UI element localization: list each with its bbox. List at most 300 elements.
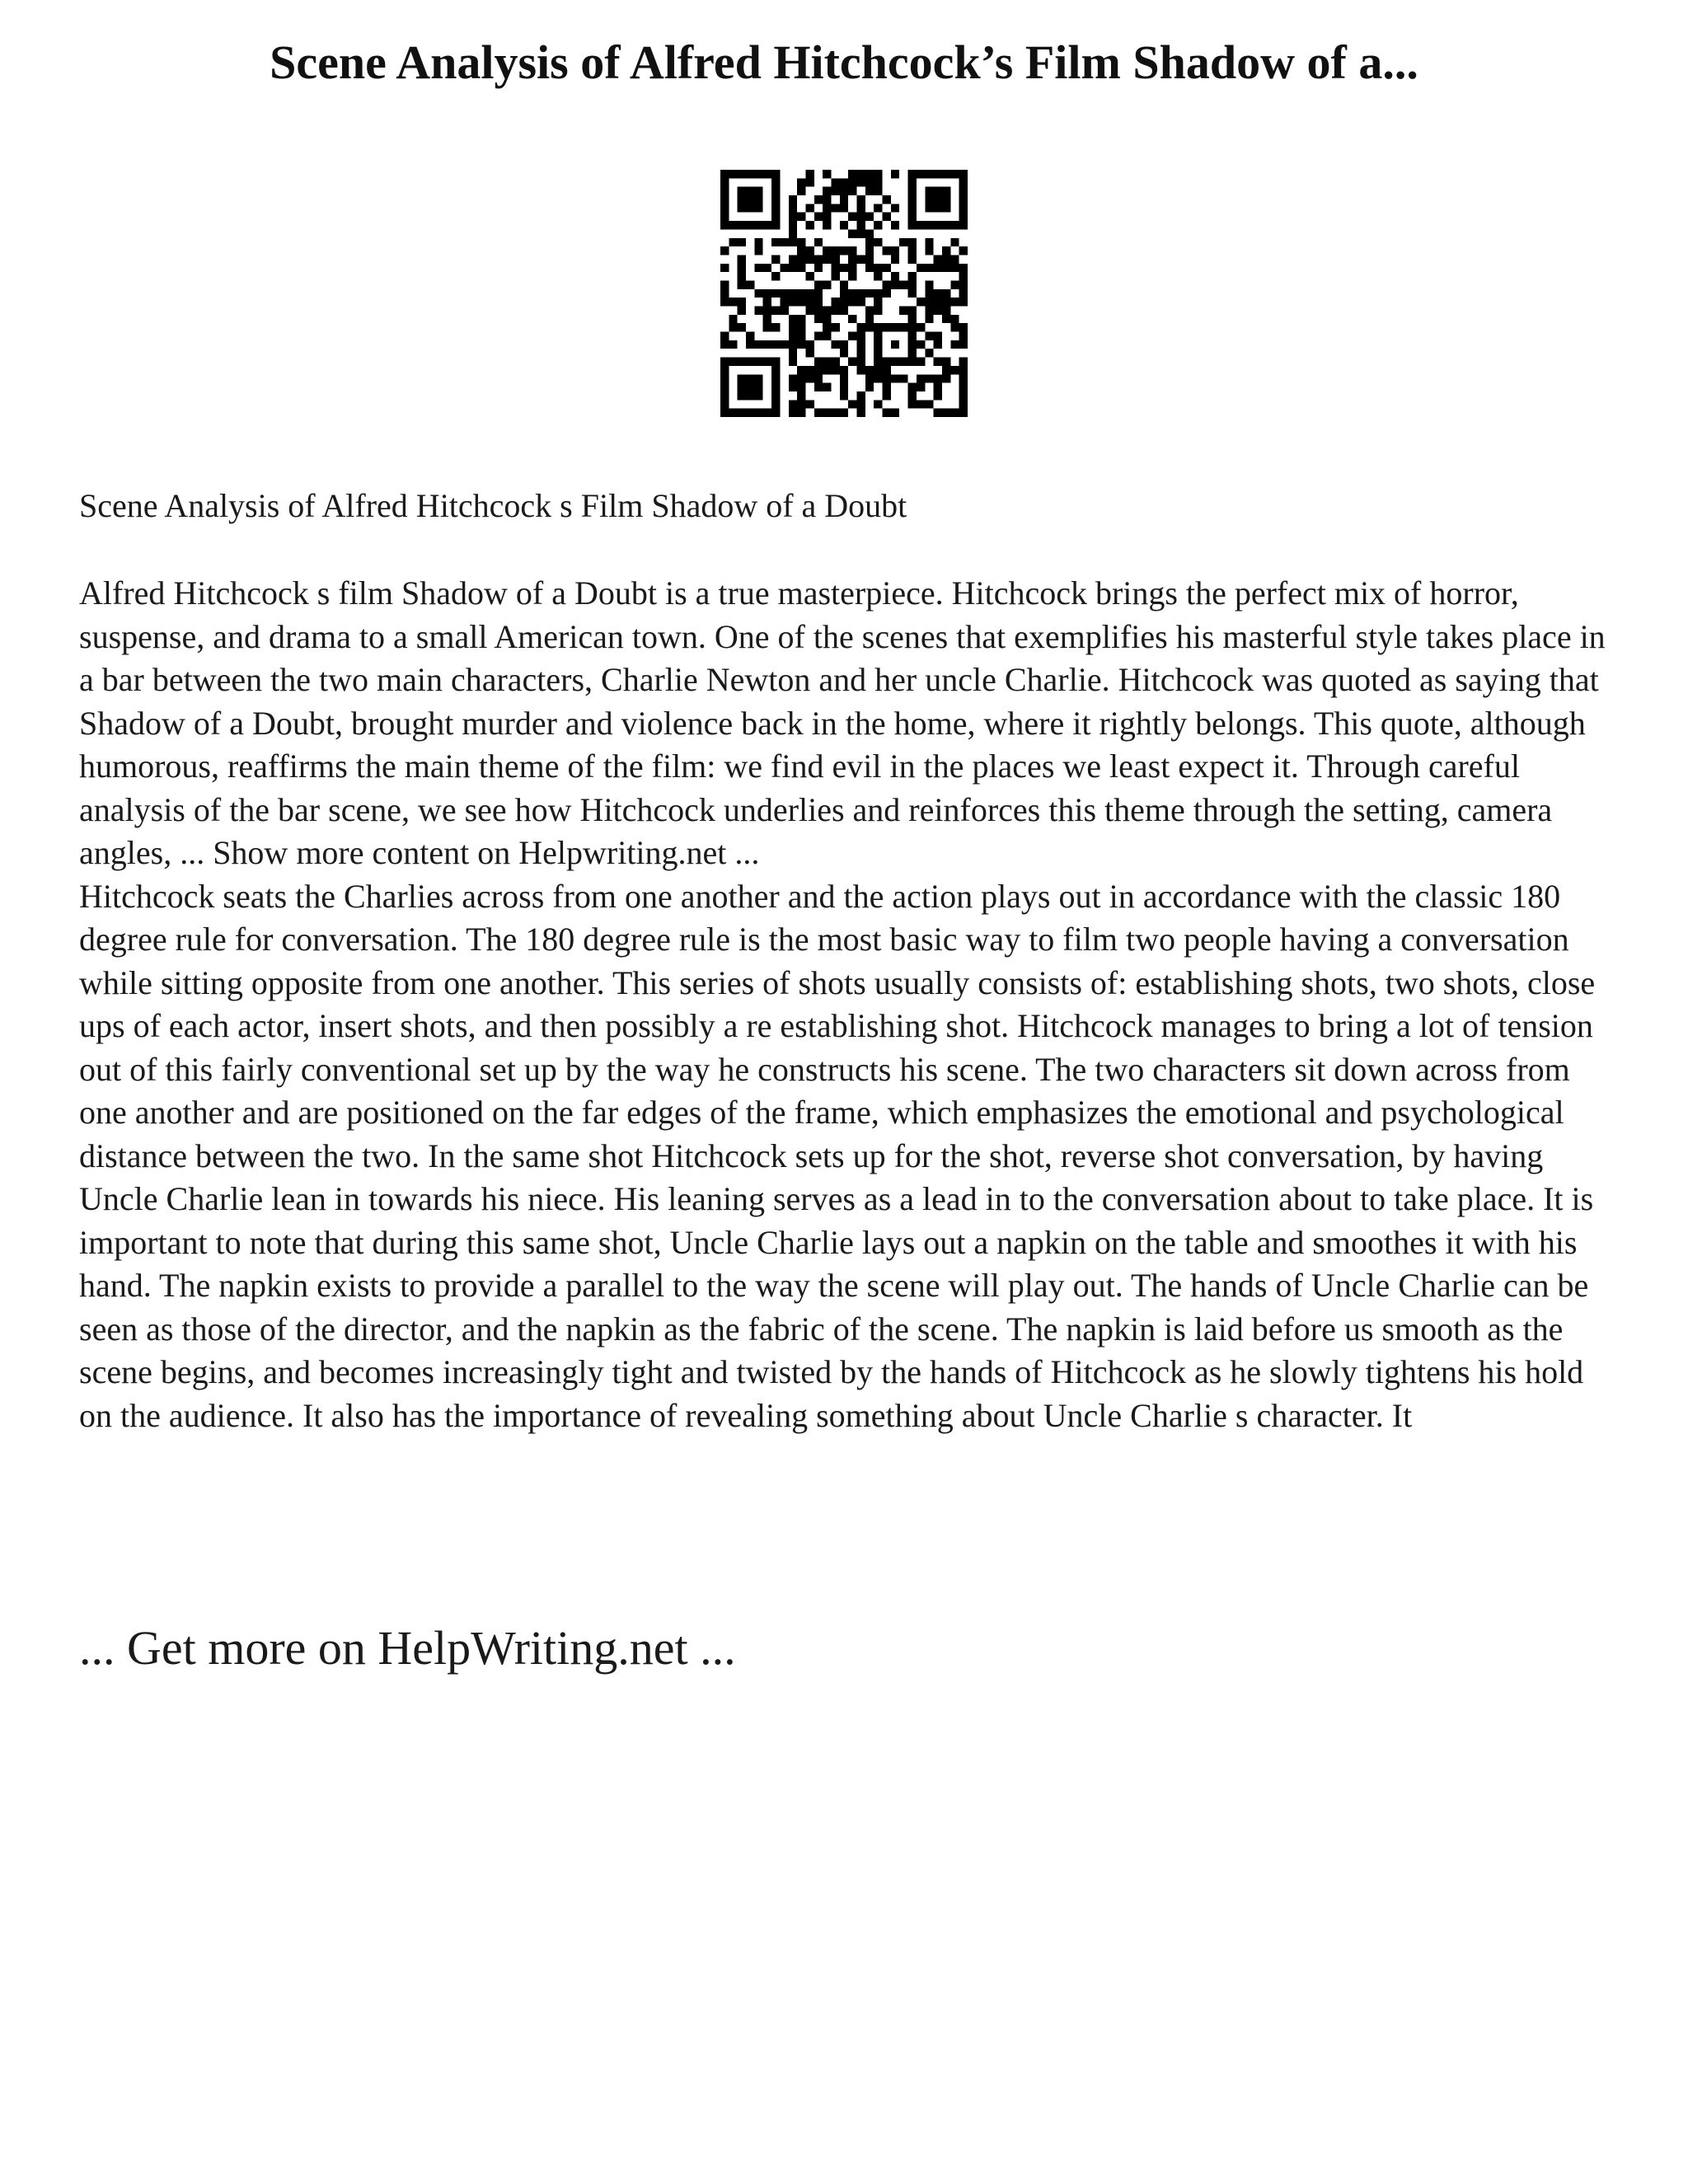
qr-module bbox=[780, 264, 788, 272]
qr-module bbox=[891, 272, 899, 280]
qr-module bbox=[950, 238, 959, 246]
qr-module bbox=[754, 221, 762, 229]
qr-module bbox=[771, 307, 780, 315]
qr-module bbox=[805, 204, 814, 212]
qr-module bbox=[959, 366, 968, 374]
qr-module bbox=[771, 374, 780, 382]
qr-module bbox=[908, 238, 917, 246]
qr-module bbox=[934, 195, 942, 204]
qr-module bbox=[831, 178, 839, 186]
qr-module bbox=[942, 358, 950, 366]
qr-module bbox=[908, 358, 917, 366]
qr-module bbox=[942, 315, 950, 323]
qr-module bbox=[950, 298, 959, 306]
qr-module bbox=[883, 264, 891, 272]
qr-module bbox=[848, 246, 856, 255]
qr-module bbox=[763, 307, 771, 315]
qr-module bbox=[823, 195, 831, 204]
qr-module bbox=[746, 332, 754, 340]
qr-module bbox=[840, 409, 848, 417]
qr-module bbox=[789, 298, 797, 306]
document-title: Scene Analysis of Alfred Hitchcock’s Film Shadow of a... bbox=[270, 35, 1418, 89]
qr-module bbox=[959, 246, 968, 255]
qr-module bbox=[814, 255, 823, 263]
qr-module bbox=[934, 187, 942, 195]
qr-module bbox=[857, 204, 865, 212]
qr-module bbox=[720, 213, 729, 221]
qr-module bbox=[917, 340, 925, 349]
qr-module bbox=[874, 374, 882, 382]
qr-module bbox=[934, 332, 942, 340]
qr-module bbox=[720, 409, 729, 417]
qr-module bbox=[848, 229, 856, 237]
qr-module bbox=[814, 307, 823, 315]
qr-module bbox=[720, 298, 729, 306]
qr-module bbox=[950, 221, 959, 229]
qr-module bbox=[763, 409, 771, 417]
qr-module bbox=[883, 391, 891, 400]
qr-module bbox=[865, 170, 874, 178]
qr-module bbox=[720, 178, 729, 186]
qr-module bbox=[720, 280, 729, 288]
qr-module bbox=[959, 170, 968, 178]
qr-module bbox=[763, 298, 771, 306]
qr-module bbox=[950, 323, 959, 331]
qr-module bbox=[840, 264, 848, 272]
qr-module bbox=[754, 307, 762, 315]
qr-module bbox=[891, 358, 899, 366]
qr-module bbox=[797, 246, 805, 255]
qr-module bbox=[908, 383, 917, 391]
qr-module bbox=[917, 400, 925, 408]
qr-module bbox=[729, 170, 737, 178]
qr-module bbox=[738, 409, 746, 417]
qr-module bbox=[934, 358, 942, 366]
document-body bbox=[79, 572, 1612, 1437]
qr-module bbox=[959, 213, 968, 221]
qr-module bbox=[934, 221, 942, 229]
qr-module bbox=[865, 264, 874, 272]
qr-module bbox=[959, 289, 968, 298]
qr-module bbox=[934, 374, 942, 382]
qr-module bbox=[857, 332, 865, 340]
qr-module bbox=[891, 340, 899, 349]
qr-module bbox=[908, 340, 917, 349]
qr-module bbox=[763, 221, 771, 229]
qr-module bbox=[754, 374, 762, 382]
qr-module bbox=[908, 246, 917, 255]
qr-module bbox=[805, 340, 814, 349]
qr-module bbox=[797, 383, 805, 391]
qr-module bbox=[942, 298, 950, 306]
qr-module bbox=[840, 246, 848, 255]
qr-module bbox=[908, 349, 917, 357]
qr-module bbox=[891, 255, 899, 263]
qr-module bbox=[797, 238, 805, 246]
body-paragraph: Hitchcock seats the Charlies across from one another and the action plays out in accordance with the classic 180 degree rule for conversation. The 180 degree rule is the most basic way to film two people having a conversation while sitting opposite from one another. This series of shots usually consists of: establishing shots, two shots, close ups of each actor, insert shots, and then possibly a re establishing shot. Hitchcock manages to bring a lot of tension out of this fairly conventional set up by the way he constructs his scene. The two characters sit down across from one another and are positioned on the far edges of the frame, which emphasizes the emotional and psychological distance between the two. In the same shot Hitchcock sets up for the shot, reverse shot conversation, by having Uncle Charlie lean in towards his niece. His leaning serves as a lead in to the conversation about to take place. It is important to note that during this same shot, Uncle Charlie lays out a napkin on the table and smoothes it with his hand. The napkin exists to provide a parallel to the way the scene will play out. The hands of Uncle Charlie can be seen as those of the director, and the napkin as the fabric of the scene. The napkin is laid before us smooth as the scene begins, and becomes increasingly tight and twisted by the hands of Hitchcock as he slowly tightens his hold on the audience. It also has the importance of revealing something about Uncle Charlie s character. It bbox=[79, 877, 1596, 1434]
qr-module bbox=[763, 315, 771, 323]
qr-module bbox=[925, 170, 933, 178]
qr-module bbox=[720, 289, 729, 298]
qr-module bbox=[797, 213, 805, 221]
qr-module bbox=[720, 400, 729, 408]
qr-module bbox=[771, 340, 780, 349]
qr-module bbox=[908, 178, 917, 186]
qr-module bbox=[720, 340, 729, 349]
qr-module bbox=[917, 264, 925, 272]
qr-module bbox=[934, 289, 942, 298]
qr-module bbox=[899, 374, 907, 382]
qr-module bbox=[789, 264, 797, 272]
qr-module bbox=[805, 349, 814, 357]
qr-module bbox=[959, 280, 968, 288]
qr-module bbox=[754, 238, 762, 246]
qr-module bbox=[823, 204, 831, 212]
qr-module bbox=[763, 358, 771, 366]
qr-module bbox=[917, 383, 925, 391]
qr-module bbox=[934, 264, 942, 272]
qr-module bbox=[738, 272, 746, 280]
qr-module bbox=[789, 383, 797, 391]
qr-module bbox=[771, 383, 780, 391]
qr-module bbox=[908, 307, 917, 315]
qr-module bbox=[848, 187, 856, 195]
qr-module bbox=[959, 323, 968, 331]
qr-module bbox=[738, 204, 746, 212]
qr-module bbox=[797, 178, 805, 186]
qr-code-icon bbox=[720, 170, 968, 417]
qr-module bbox=[771, 255, 780, 263]
qr-module bbox=[823, 315, 831, 323]
qr-module bbox=[874, 366, 882, 374]
qr-module bbox=[789, 255, 797, 263]
qr-module bbox=[891, 280, 899, 288]
qr-module bbox=[942, 366, 950, 374]
qr-module bbox=[925, 298, 933, 306]
qr-module bbox=[754, 358, 762, 366]
qr-module bbox=[797, 255, 805, 263]
qr-module bbox=[720, 204, 729, 212]
qr-module bbox=[959, 272, 968, 280]
qr-module bbox=[950, 280, 959, 288]
qr-module bbox=[738, 391, 746, 400]
qr-module bbox=[857, 221, 865, 229]
qr-module bbox=[840, 187, 848, 195]
qr-module bbox=[831, 264, 839, 272]
qr-module bbox=[746, 280, 754, 288]
qr-module bbox=[771, 221, 780, 229]
get-more-link[interactable]: ... Get more on HelpWriting.net ... bbox=[79, 1621, 736, 1675]
qr-module bbox=[950, 315, 959, 323]
qr-module bbox=[771, 170, 780, 178]
qr-module bbox=[738, 187, 746, 195]
qr-module bbox=[840, 289, 848, 298]
qr-module bbox=[746, 391, 754, 400]
qr-module bbox=[805, 374, 814, 382]
qr-module bbox=[805, 307, 814, 315]
qr-module bbox=[780, 340, 788, 349]
qr-module bbox=[754, 289, 762, 298]
qr-module bbox=[925, 187, 933, 195]
qr-module bbox=[883, 409, 891, 417]
qr-module bbox=[959, 340, 968, 349]
qr-module bbox=[917, 170, 925, 178]
qr-module bbox=[771, 238, 780, 246]
qr-module bbox=[814, 264, 823, 272]
qr-module bbox=[950, 340, 959, 349]
qr-module bbox=[780, 238, 788, 246]
qr-module bbox=[883, 280, 891, 288]
qr-module bbox=[891, 323, 899, 331]
qr-module bbox=[942, 307, 950, 315]
qr-module bbox=[848, 272, 856, 280]
qr-module bbox=[789, 332, 797, 340]
qr-module bbox=[865, 383, 874, 391]
qr-module bbox=[925, 204, 933, 212]
qr-module bbox=[805, 289, 814, 298]
qr-module bbox=[797, 298, 805, 306]
qr-module bbox=[754, 187, 762, 195]
qr-module bbox=[908, 213, 917, 221]
qr-module bbox=[959, 391, 968, 400]
qr-module bbox=[738, 323, 746, 331]
qr-module bbox=[899, 307, 907, 315]
qr-module bbox=[874, 178, 882, 186]
qr-module bbox=[814, 366, 823, 374]
qr-module bbox=[848, 315, 856, 323]
qr-module bbox=[746, 187, 754, 195]
qr-module bbox=[848, 298, 856, 306]
qr-module bbox=[771, 391, 780, 400]
qr-module bbox=[823, 246, 831, 255]
qr-module bbox=[720, 246, 729, 255]
qr-module bbox=[814, 238, 823, 246]
qr-module bbox=[840, 178, 848, 186]
qr-module bbox=[831, 358, 839, 366]
qr-module bbox=[805, 221, 814, 229]
qr-module bbox=[797, 400, 805, 408]
qr-module bbox=[857, 323, 865, 331]
qr-module bbox=[891, 374, 899, 382]
qr-module bbox=[848, 358, 856, 366]
qr-module bbox=[883, 358, 891, 366]
qr-module bbox=[865, 229, 874, 237]
qr-module bbox=[959, 400, 968, 408]
qr-module bbox=[720, 366, 729, 374]
qr-module bbox=[925, 246, 933, 255]
qr-module bbox=[797, 289, 805, 298]
qr-module bbox=[789, 374, 797, 382]
qr-module bbox=[789, 289, 797, 298]
qr-module bbox=[738, 307, 746, 315]
qr-module bbox=[823, 358, 831, 366]
qr-module bbox=[908, 323, 917, 331]
qr-module bbox=[908, 187, 917, 195]
qr-module bbox=[857, 400, 865, 408]
qr-module bbox=[959, 187, 968, 195]
qr-module bbox=[874, 264, 882, 272]
qr-module bbox=[950, 255, 959, 263]
qr-module bbox=[729, 358, 737, 366]
qr-module bbox=[891, 409, 899, 417]
qr-module bbox=[720, 221, 729, 229]
qr-module bbox=[874, 272, 882, 280]
qr-module bbox=[823, 323, 831, 331]
qr-module bbox=[805, 170, 814, 178]
qr-module bbox=[874, 187, 882, 195]
qr-module bbox=[874, 340, 882, 349]
qr-module bbox=[797, 315, 805, 323]
qr-module bbox=[865, 213, 874, 221]
qr-module bbox=[738, 170, 746, 178]
qr-module bbox=[754, 170, 762, 178]
qr-module bbox=[857, 409, 865, 417]
qr-module bbox=[942, 170, 950, 178]
qr-module bbox=[942, 195, 950, 204]
qr-module bbox=[797, 391, 805, 400]
qr-module bbox=[771, 323, 780, 331]
qr-module bbox=[814, 332, 823, 340]
qr-module bbox=[814, 289, 823, 298]
qr-module bbox=[720, 391, 729, 400]
qr-module bbox=[917, 298, 925, 306]
qr-module bbox=[771, 178, 780, 186]
qr-module bbox=[805, 246, 814, 255]
qr-module bbox=[908, 272, 917, 280]
qr-module bbox=[959, 383, 968, 391]
qr-module bbox=[831, 307, 839, 315]
qr-module bbox=[925, 307, 933, 315]
qr-module bbox=[823, 280, 831, 288]
qr-module bbox=[934, 255, 942, 263]
qr-module bbox=[823, 409, 831, 417]
qr-module bbox=[959, 374, 968, 382]
qr-module bbox=[874, 358, 882, 366]
qr-module bbox=[925, 332, 933, 340]
qr-module bbox=[805, 298, 814, 306]
qr-module bbox=[959, 409, 968, 417]
qr-module bbox=[738, 264, 746, 272]
qr-module bbox=[823, 332, 831, 340]
qr-module bbox=[754, 409, 762, 417]
qr-module bbox=[865, 307, 874, 315]
qr-module bbox=[738, 280, 746, 288]
qr-module bbox=[805, 400, 814, 408]
qr-module bbox=[805, 272, 814, 280]
qr-module bbox=[805, 255, 814, 263]
qr-module bbox=[865, 178, 874, 186]
qr-module bbox=[746, 383, 754, 391]
qr-module bbox=[840, 280, 848, 288]
qr-module bbox=[831, 409, 839, 417]
qr-module bbox=[771, 366, 780, 374]
qr-module bbox=[857, 289, 865, 298]
qr-module bbox=[865, 238, 874, 246]
qr-module bbox=[771, 358, 780, 366]
qr-module bbox=[738, 238, 746, 246]
qr-module bbox=[848, 289, 856, 298]
qr-module bbox=[789, 315, 797, 323]
qr-module bbox=[883, 366, 891, 374]
qr-module bbox=[883, 289, 891, 298]
qr-module bbox=[780, 298, 788, 306]
qr-module bbox=[891, 221, 899, 229]
qr-module bbox=[857, 349, 865, 357]
qr-module bbox=[925, 280, 933, 288]
qr-module bbox=[831, 255, 839, 263]
qr-module bbox=[959, 332, 968, 340]
qr-module bbox=[857, 366, 865, 374]
qr-module bbox=[950, 264, 959, 272]
qr-module bbox=[865, 255, 874, 263]
qr-module bbox=[908, 315, 917, 323]
qr-module bbox=[899, 358, 907, 366]
qr-module bbox=[950, 170, 959, 178]
qr-module bbox=[763, 340, 771, 349]
qr-module bbox=[908, 221, 917, 229]
qr-module bbox=[840, 195, 848, 204]
qr-module bbox=[959, 221, 968, 229]
qr-module bbox=[908, 400, 917, 408]
qr-module bbox=[720, 187, 729, 195]
qr-module bbox=[771, 289, 780, 298]
qr-module bbox=[738, 358, 746, 366]
qr-module bbox=[857, 391, 865, 400]
qr-module bbox=[797, 409, 805, 417]
qr-module bbox=[874, 221, 882, 229]
qr-module bbox=[925, 400, 933, 408]
qr-module bbox=[771, 213, 780, 221]
qr-module bbox=[797, 366, 805, 374]
qr-module bbox=[729, 323, 737, 331]
qr-module bbox=[925, 264, 933, 272]
qr-module bbox=[874, 349, 882, 357]
qr-module bbox=[857, 170, 865, 178]
qr-module bbox=[780, 289, 788, 298]
qr-module bbox=[848, 255, 856, 263]
qr-module bbox=[865, 289, 874, 298]
qr-module bbox=[942, 289, 950, 298]
qr-module bbox=[805, 178, 814, 186]
qr-module bbox=[789, 221, 797, 229]
qr-module bbox=[942, 374, 950, 382]
qr-module bbox=[874, 400, 882, 408]
qr-module bbox=[874, 323, 882, 331]
qr-module bbox=[814, 383, 823, 391]
qr-module bbox=[840, 366, 848, 374]
qr-module bbox=[840, 298, 848, 306]
qr-module bbox=[840, 349, 848, 357]
qr-module bbox=[857, 213, 865, 221]
qr-module bbox=[840, 374, 848, 382]
qr-module bbox=[831, 246, 839, 255]
qr-module bbox=[746, 195, 754, 204]
qr-module bbox=[789, 358, 797, 366]
qr-module bbox=[746, 358, 754, 366]
qr-module bbox=[959, 178, 968, 186]
qr-module bbox=[865, 366, 874, 374]
qr-module bbox=[814, 298, 823, 306]
qr-module bbox=[746, 221, 754, 229]
qr-module bbox=[746, 204, 754, 212]
qr-module bbox=[738, 383, 746, 391]
qr-module bbox=[814, 280, 823, 288]
qr-module bbox=[857, 195, 865, 204]
qr-module bbox=[874, 298, 882, 306]
qr-module bbox=[857, 358, 865, 366]
qr-module bbox=[883, 374, 891, 382]
qr-module bbox=[754, 246, 762, 255]
